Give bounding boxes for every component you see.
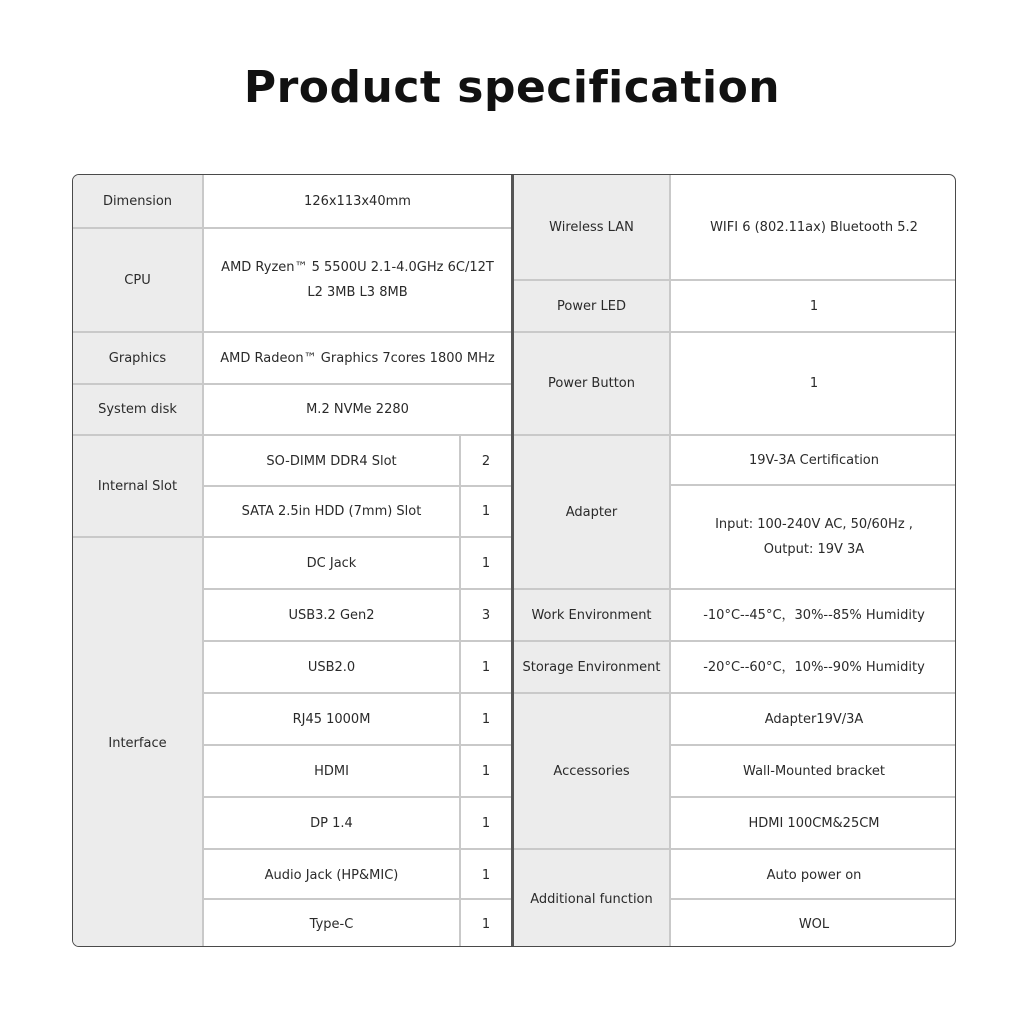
storage-environment-label: Storage Environment	[514, 642, 669, 692]
internal-slot-label: Internal Slot	[73, 436, 202, 536]
row-divider	[514, 279, 956, 281]
accessories-label: Accessories	[514, 694, 669, 848]
column-divider	[202, 175, 204, 947]
graphics-label: Graphics	[73, 333, 202, 383]
row-divider	[204, 640, 511, 642]
row-divider	[514, 692, 956, 694]
row-divider	[671, 484, 956, 486]
graphics-value: AMD Radeon™ Graphics 7cores 1800 MHz	[220, 350, 495, 366]
internal-slot-item-name: SO-DIMM DDR4 Slot	[266, 453, 397, 469]
column-divider	[669, 175, 671, 947]
system-disk-value: M.2 NVMe 2280	[306, 402, 409, 417]
row-divider	[671, 898, 956, 900]
wireless-lan-label: Wireless LAN	[514, 175, 669, 279]
row-divider	[204, 485, 511, 487]
adapter-label: Adapter	[514, 436, 669, 588]
row-divider	[514, 640, 956, 642]
row-divider	[73, 434, 511, 436]
interface-item-qty: 1	[481, 711, 491, 727]
interface-item-qty: 3	[481, 607, 491, 623]
row-divider	[514, 434, 956, 436]
row-divider	[204, 848, 511, 850]
storage-environment-value: -20°C--60°C，10%--90% Humidity	[703, 659, 925, 675]
internal-slot-item-qty: 2	[481, 453, 491, 469]
work-environment-label: Work Environment	[514, 590, 669, 640]
power-led-value: 1	[809, 298, 819, 314]
interface-item-qty: 1	[481, 815, 491, 831]
row-divider	[73, 331, 511, 333]
interface-item-name: DC Jack	[306, 555, 357, 571]
interface-item-name: RJ45 1000M	[292, 711, 371, 727]
row-divider	[514, 331, 956, 333]
spec-table	[72, 174, 956, 947]
power-button-value: 1	[809, 376, 819, 391]
dimension-value: 126x113x40mm	[304, 193, 411, 209]
interface-item-name: DP 1.4	[310, 815, 353, 831]
interface-item-name: USB3.2 Gen2	[288, 607, 375, 623]
interface-item-name: Audio Jack (HP&MIC)	[264, 867, 399, 883]
row-divider	[671, 796, 956, 798]
row-divider	[514, 588, 956, 590]
work-environment-value: -10°C--45°C，30%--85% Humidity	[703, 607, 925, 623]
interface-item-qty: 1	[481, 763, 491, 779]
interface-item-qty: 1	[481, 659, 491, 675]
system-disk-label: System disk	[73, 385, 202, 434]
row-divider	[73, 227, 511, 229]
interface-item-name: HDMI	[314, 763, 349, 779]
row-divider	[204, 588, 511, 590]
row-divider	[671, 744, 956, 746]
dimension-label: Dimension	[73, 175, 202, 227]
cpu-value: AMD Ryzen™ 5 5500U 2.1-4.0GHz 6C/12T L2 3MB L3 8MB	[221, 260, 494, 300]
accessories-value: Wall-Mounted bracket	[743, 763, 885, 779]
row-divider	[204, 898, 511, 900]
adapter-value: 19V-3A Certification	[749, 452, 879, 468]
row-divider	[204, 692, 511, 694]
interface-item-qty: 1	[481, 867, 491, 883]
center-divider	[511, 175, 514, 947]
wireless-lan-value: WIFI 6 (802.11ax) Bluetooth 5.2	[710, 219, 918, 235]
cpu-label: CPU	[73, 229, 202, 331]
adapter-value: Input: 100-240V AC, 50/60Hz , Output: 19V 3A	[715, 517, 913, 557]
additional-function-value: Auto power on	[766, 867, 862, 883]
row-divider	[204, 796, 511, 798]
interface-item-qty: 1	[481, 555, 491, 571]
internal-slot-item-name: SATA 2.5in HDD (7mm) Slot	[241, 503, 422, 519]
page-title: Product specification	[243, 62, 781, 113]
row-divider	[73, 383, 511, 385]
internal-slot-item-qty: 1	[481, 503, 491, 519]
row-divider	[514, 848, 956, 850]
power-button-label: Power Button	[514, 333, 669, 434]
row-divider	[204, 744, 511, 746]
accessories-value: HDMI 100CM&25CM	[748, 815, 880, 831]
interface-item-qty: 1	[481, 916, 491, 932]
power-led-label: Power LED	[514, 281, 669, 331]
interface-item-name: Type-C	[309, 916, 354, 932]
additional-function-label: Additional function	[514, 850, 669, 947]
interface-item-name: USB2.0	[307, 659, 356, 675]
additional-function-value: WOL	[798, 916, 830, 932]
accessories-value: Adapter19V/3A	[764, 711, 864, 727]
row-divider	[73, 536, 511, 538]
interface-label: Interface	[73, 538, 202, 947]
